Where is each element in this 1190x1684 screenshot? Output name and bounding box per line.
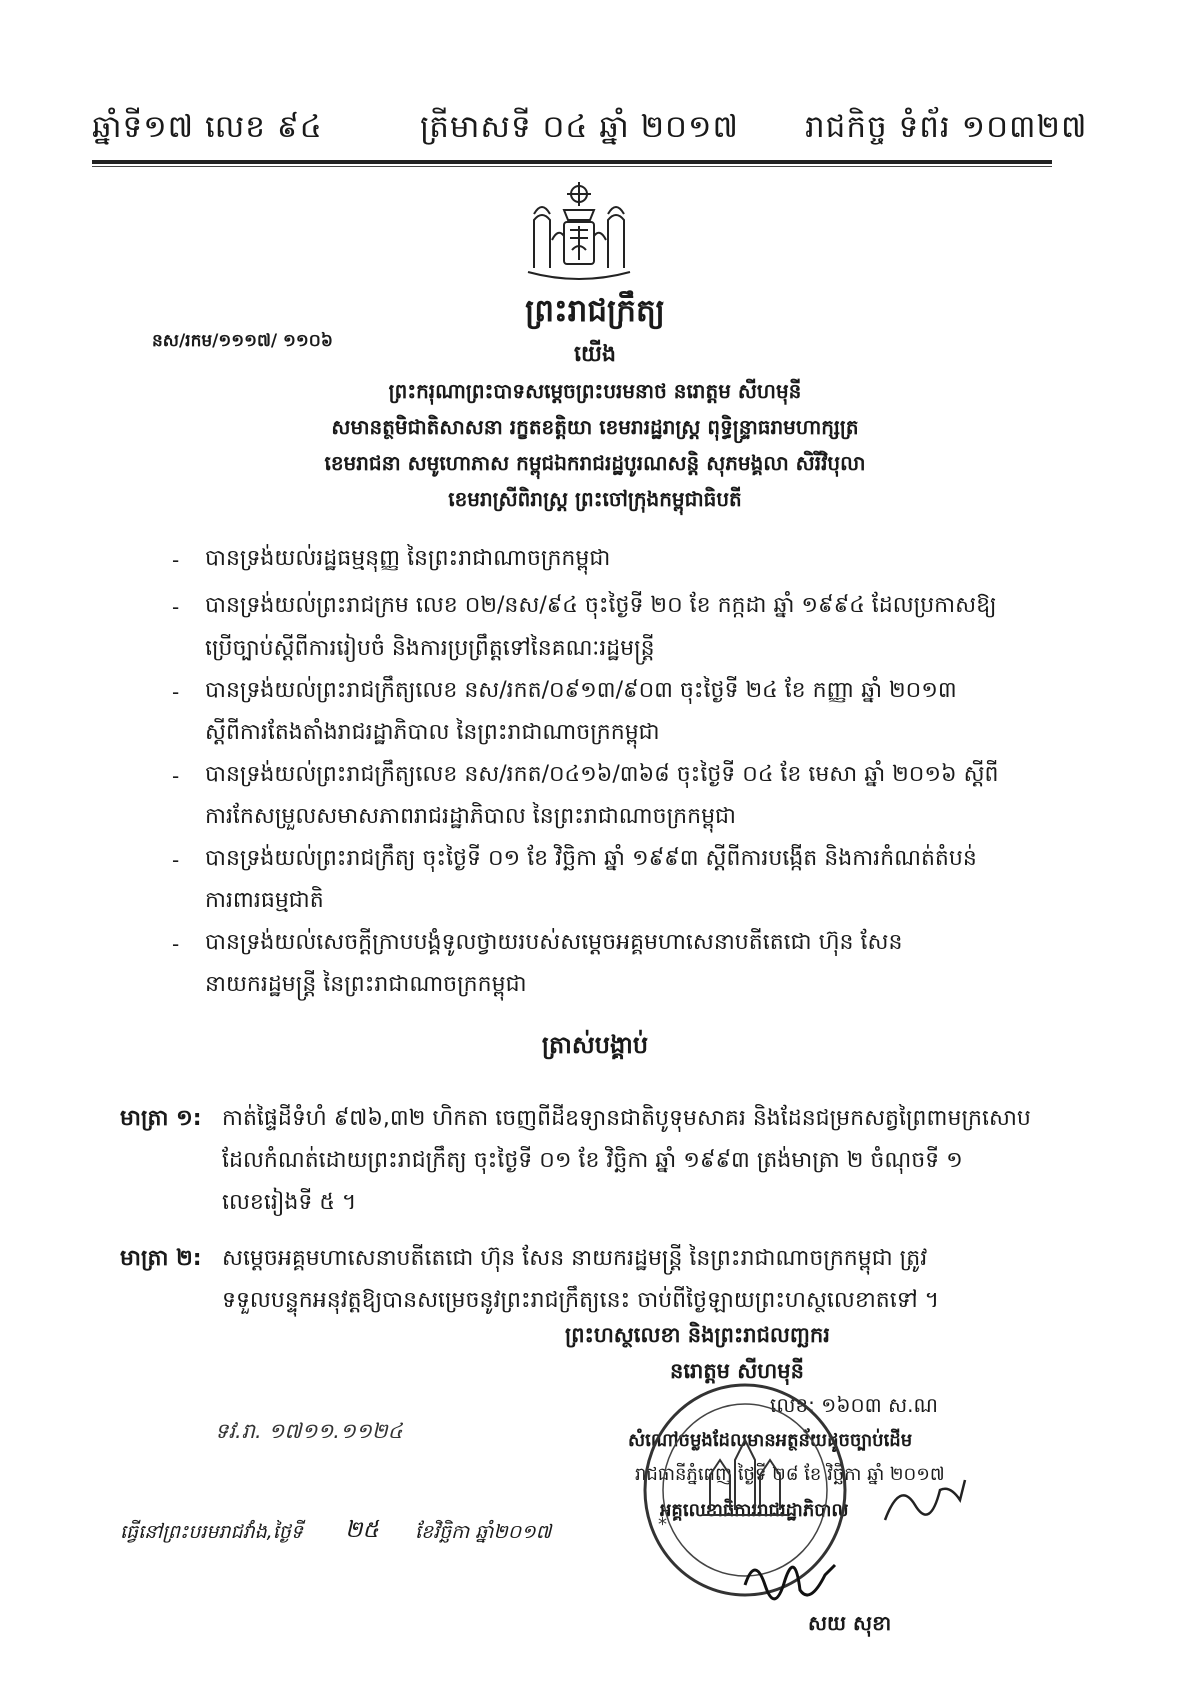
sovereign-line-3: ខេមរាជនា សមូហោភាស កម្ពុជឯករាជរដ្ឋបូរណសន្តិ សុភមង្គលា សិរីវិបុលា bbox=[324, 451, 866, 475]
visa-2-line-1: បានទ្រង់យល់ព្រះរាជក្រម លេខ ០២/នស/៩៤ ចុះថ្ងៃទី ២០ ខែ កក្កដា ឆ្នាំ ១៩៩៤ ដែលប្រកាសឱ្យ bbox=[205, 593, 997, 618]
sovereign-line-1: ព្រះករុណាព្រះបាទសម្ដេចព្រះបរមនាថ នរោត្តម សីហមុនី bbox=[388, 379, 802, 403]
certified-copy-note: សំណៅចម្លងដែលមានអត្ថន័យដូចច្បាប់ដើម bbox=[628, 1430, 913, 1451]
visa-bullet: - bbox=[172, 548, 180, 572]
visa-3-line-2: ស្ដីពីការតែងតាំងរាជរដ្ឋាភិបាល នៃព្រះរាជាណាចក្រកម្ពុជា bbox=[205, 720, 660, 745]
article-2-line-1: សម្ដេចអគ្គមហាសេនាបតីតេជោ ហ៊ុន សែន នាយករដ្ឋមន្ត្រី នៃព្រះរាជាណាចក្រកម្ពុជា ត្រូវ bbox=[222, 1246, 928, 1271]
article-1-label: មាត្រា ១: bbox=[120, 1106, 202, 1131]
visa-5-line-2: ការពារធម្មជាតិ bbox=[205, 888, 324, 913]
signature-heading: ព្រះហស្ថលេខា និងព្រះរាជលញ្ឆករ bbox=[565, 1323, 830, 1347]
gazette-year-issue: ឆ្នាំទី១៧ លេខ ៩៤ bbox=[92, 109, 323, 145]
sovereign-line-4: ខេមរាស្រីពិរាស្ត្រ ព្រះចៅក្រុងកម្ពុជាធិបតី bbox=[448, 487, 742, 511]
header-rule bbox=[92, 160, 1052, 164]
signer-name: សយ សុខា bbox=[808, 1611, 892, 1635]
handwritten-registry-ref: ទវ.រា. ១៧១១.១១២៤ bbox=[215, 1419, 403, 1443]
issuing-office: អគ្គលេខាធិការរាជរដ្ឋាភិបាល bbox=[660, 1500, 849, 1521]
visa-bullet: - bbox=[172, 932, 180, 956]
article-1-line-1: កាត់ផ្ទៃដីទំហំ ៩៧៦,៣២ ហិកតា ចេញពីដីឧទ្យានជាតិបូទុមសាគរ និងដែនជម្រកសត្វព្រៃពាមក្រសោប bbox=[222, 1106, 1031, 1131]
visa-5-line-1: បានទ្រង់យល់ព្រះរាជក្រឹត្យ ចុះថ្ងៃទី ០១ ខែ វិច្ឆិកា ឆ្នាំ ១៩៩៣ ស្ដីពីការបង្កើត និងការកំណត់តំបន់ bbox=[205, 846, 977, 871]
visa-4-line-1: បានទ្រង់យល់ព្រះរាជក្រឹត្យលេខ នស/រកត/០៤១៦/៣៦៨ ចុះថ្ងៃទី ០៤ ខែ មេសា ឆ្នាំ ២០១៦ ស្ដីពី bbox=[205, 762, 999, 787]
visa-bullet: - bbox=[172, 595, 180, 619]
svg-text:*: * bbox=[658, 1514, 667, 1535]
visa-bullet: - bbox=[172, 848, 180, 872]
place-date-month-year: ខែវិច្ឆិកា ឆ្នាំ២០១៧ bbox=[415, 1521, 552, 1543]
place-date-day: ២៥ bbox=[345, 1517, 379, 1543]
signature-handwritten bbox=[740, 1545, 840, 1615]
visa-bullet: - bbox=[172, 680, 180, 704]
header-rule-thin bbox=[92, 166, 1052, 167]
copy-reference: លេខ: ១៦០៣ ស.ណ bbox=[770, 1393, 938, 1417]
visa-1-line-1: បានទ្រង់យល់រដ្ឋធម្មនុញ្ញ នៃព្រះរាជាណាចក្រកម្ពុជា bbox=[205, 546, 611, 571]
decree-title: ព្រះរាជក្រឹត្យ bbox=[525, 293, 665, 329]
we-heading: យើង bbox=[574, 342, 616, 367]
article-1-line-3: លេខរៀងទី ៥ ។ bbox=[222, 1190, 357, 1215]
signature-scribble bbox=[880, 1470, 970, 1530]
king-name: នរោត្តម សីហមុនី bbox=[670, 1359, 804, 1383]
place-date-prefix: ធ្វើនៅព្រះបរមរាជវាំង,ថ្ងៃទី bbox=[120, 1521, 303, 1543]
visa-6-line-1: បានទ្រង់យល់សេចក្ដីក្រាបបង្គំទូលថ្វាយរបស់សម្ដេចអគ្គមហាសេនាបតីតេជោ ហ៊ុន សែន bbox=[205, 930, 903, 955]
article-2-label: មាត្រា ២: bbox=[120, 1246, 202, 1271]
gazette-date: ត្រីមាសទី ០៤ ឆ្នាំ ២០១៧ bbox=[420, 109, 739, 145]
visa-6-line-2: នាយករដ្ឋមន្ត្រី នៃព្រះរាជាណាចក្រកម្ពុជា bbox=[205, 972, 527, 997]
visa-3-line-1: បានទ្រង់យល់ព្រះរាជក្រឹត្យលេខ នស/រកត/០៩១៣/៩០៣ ចុះថ្ងៃទី ២៤ ខែ កញ្ញា ឆ្នាំ ២០១៣ bbox=[205, 678, 957, 703]
visa-2-line-2: ប្រើច្បាប់ស្ដីពីការរៀបចំ និងការប្រព្រឹត្តទៅនៃគណៈរដ្ឋមន្ត្រី bbox=[205, 636, 655, 661]
gazette-page: រាជកិច្ច ទំព័រ ១០៣២៧ bbox=[805, 109, 1088, 145]
royal-coat-of-arms-icon bbox=[520, 180, 638, 285]
decree-heading: ត្រាស់បង្គាប់ bbox=[541, 1031, 649, 1059]
visa-4-line-2: ការកែសម្រួលសមាសភាពរាជរដ្ឋាភិបាល នៃព្រះរាជាណាចក្រកម្ពុជា bbox=[205, 804, 736, 829]
decree-reference-number: នស/រកម/១១១៧/ ១១០៦ bbox=[152, 331, 333, 351]
visa-bullet: - bbox=[172, 764, 180, 788]
article-1-line-2: ដែលកំណត់ដោយព្រះរាជក្រឹត្យ ចុះថ្ងៃទី ០១ ខែ វិច្ឆិកា ឆ្នាំ ១៩៩៣ ត្រង់មាត្រា ២ ចំណុចទី ១ bbox=[222, 1148, 963, 1173]
sovereign-line-2: សមានត្ថមិជាតិសាសនា រក្ខតខត្តិយា ខេមរារដ្ឋរាស្ត្រ ពុទ្ធិន្ទ្រាធរាមហាក្សត្រ bbox=[331, 415, 859, 439]
article-2-line-2: ទទួលបន្ទុកអនុវត្តឱ្យបានសម្រេចនូវព្រះរាជក្រឹត្យនេះ ចាប់ពីថ្ងៃឡាយព្រះហស្ថលេខាតទៅ ។ bbox=[222, 1288, 940, 1313]
copy-city-date: រាជធានីភ្នំពេញ ថ្ងៃទី ២៨ ខែ វិច្ឆិកា ឆ្នាំ ២០១៧ bbox=[635, 1464, 945, 1485]
